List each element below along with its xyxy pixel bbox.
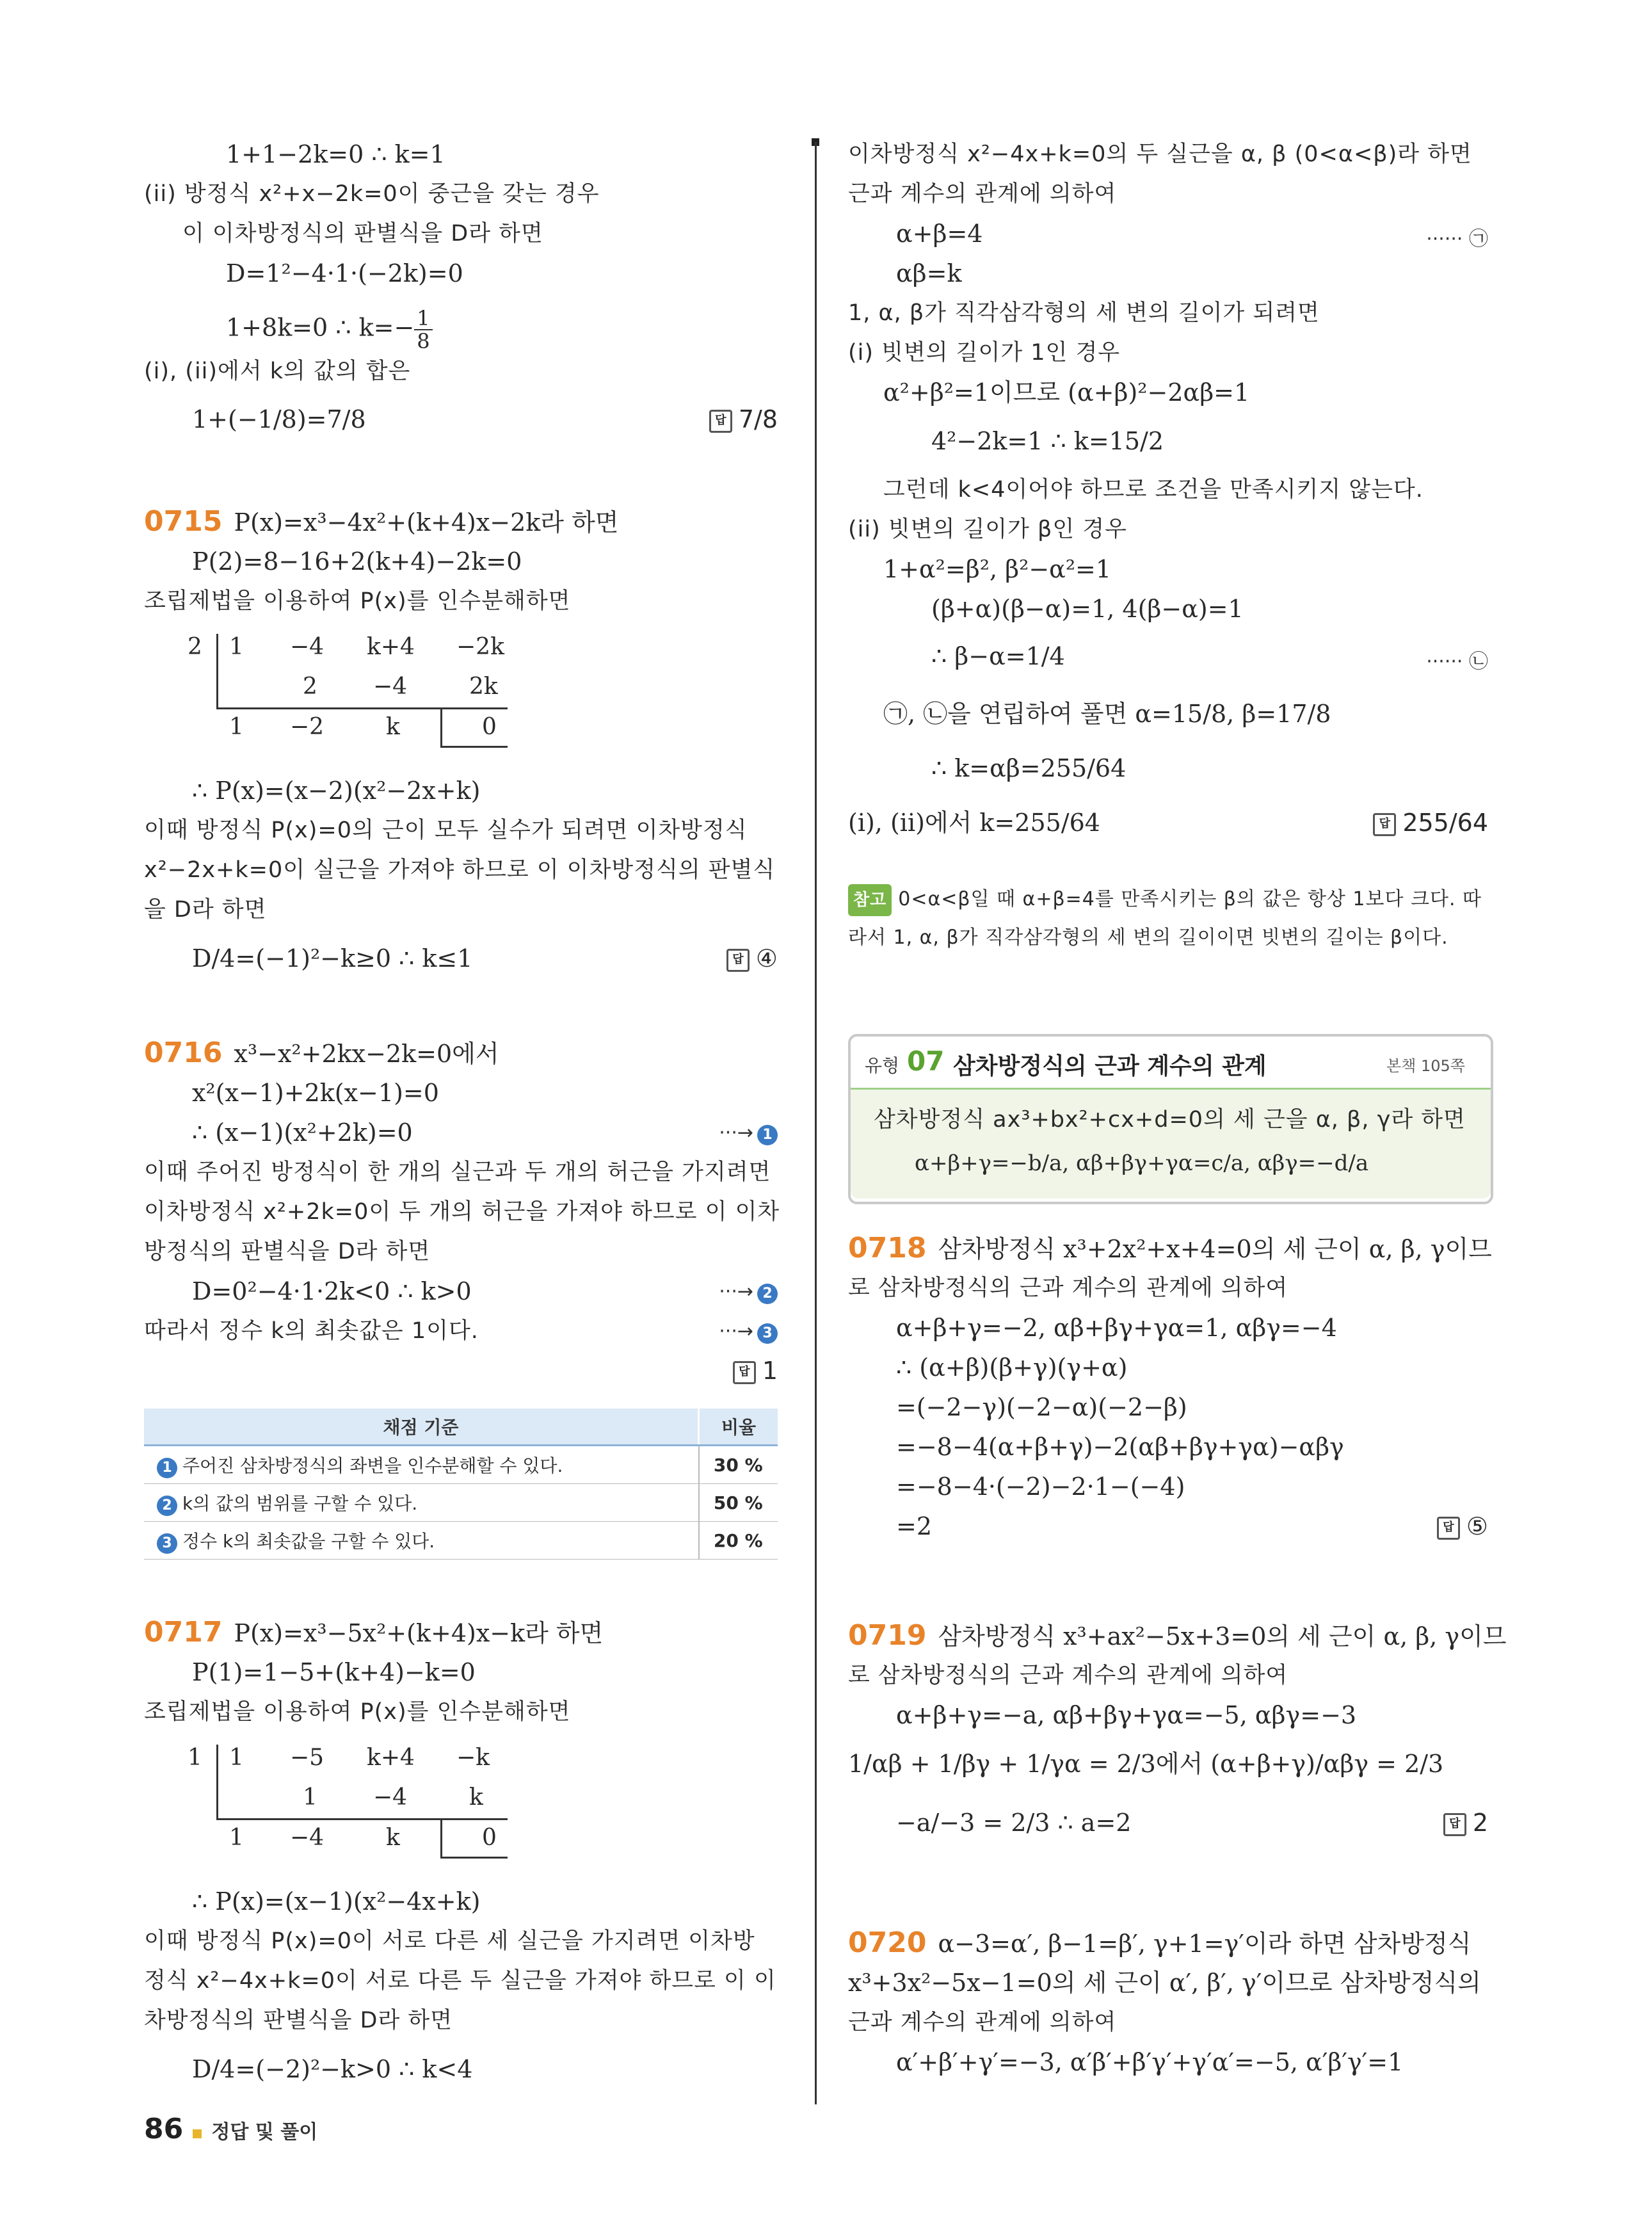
line: x²(x−1)+2k(x−1)=0 bbox=[192, 1079, 439, 1107]
line: =−8−4(α+β+γ)−2(αβ+βγ+γα)−αβγ bbox=[896, 1433, 1344, 1461]
line: 차방정식의 판별식을 D라 하면 bbox=[144, 2008, 453, 2033]
type-box-body bbox=[851, 1090, 1491, 1198]
line: αβ=k bbox=[896, 259, 962, 287]
expr: 1+8k=0 ∴ k=− bbox=[226, 313, 415, 342]
table-row: 1 주어진 삼차방정식의 좌변을 인수분해할 수 있다. 30 % bbox=[144, 1446, 778, 1484]
line: 이때 주어진 방정식이 한 개의 실근과 두 개의 허근을 가지려면 bbox=[144, 1159, 771, 1185]
type-box-header bbox=[851, 1037, 1491, 1090]
line: (ii) 방정식 x²+x−2k=0이 중근을 갖는 경우 bbox=[144, 181, 600, 207]
synthetic-division-0715: 2 1 −4 k+4 −2k 2 −4 2k 1 −2 k 0 bbox=[188, 634, 610, 762]
type-title: 삼차방정식의 근과 계수의 관계 bbox=[953, 1053, 1267, 1079]
step-marker: ···→ 2 bbox=[719, 1280, 778, 1304]
line: (β+α)(β−α)=1, 4(β−α)=1 bbox=[931, 595, 1244, 623]
type-number: 07 bbox=[907, 1045, 945, 1077]
note-line: 참고 0<α<β일 때 α+β=4를 만족시키는 β의 값은 항상 1보다 크다. 따 bbox=[848, 884, 1482, 916]
line: −a/−3 = 2/3 ∴ a=2 bbox=[896, 1809, 1132, 1837]
step-2-icon: 2 bbox=[757, 1284, 778, 1304]
table-row: 2 k의 값의 범위를 구할 수 있다. 50 % bbox=[144, 1484, 778, 1522]
line: 로 삼차방정식의 근과 계수의 관계에 의하여 bbox=[848, 1663, 1288, 1688]
line: =−8−4·(−2)−2·1−(−4) bbox=[896, 1473, 1185, 1501]
line: P(2)=8−16+2(k+4)−2k=0 bbox=[192, 547, 522, 576]
footer bbox=[144, 2113, 317, 2145]
line: 1, α, β가 직각삼각형의 세 변의 길이가 되려면 bbox=[848, 300, 1320, 326]
synthetic-division-0717: 1 1 −5 k+4 −k 1 −4 k 1 −4 k 0 bbox=[188, 1745, 610, 1873]
line: ∴ β−α=1/4 bbox=[931, 642, 1065, 670]
line: =2 bbox=[896, 1512, 933, 1540]
line: (ii) 빗변의 길이가 β인 경우 bbox=[848, 517, 1127, 542]
problem-0719-header: 0719 삼차방정식 x³+ax²−5x+3=0의 세 근이 α, β, γ이므 bbox=[848, 1619, 1507, 1652]
answer: 답 ⑤ bbox=[1437, 1510, 1488, 1542]
line: 이차방정식 x²−4x+k=0의 두 실근을 α, β (0<α<β)라 하면 bbox=[848, 141, 1472, 167]
line: x³+3x²−5x−1=0의 세 근이 α′, β′, γ′이므로 삼차방정식의 bbox=[848, 1969, 1481, 1997]
line: D/4=(−2)²−k>0 ∴ k<4 bbox=[192, 2055, 473, 2083]
line: 방정식의 판별식을 D라 하면 bbox=[144, 1239, 431, 1264]
line: ∴ k=αβ=255/64 bbox=[931, 754, 1127, 782]
line: (i) 빗변의 길이가 1인 경우 bbox=[848, 340, 1121, 366]
note-line: 라서 1, α, β가 직각삼각형의 세 변의 길이이면 빗변의 길이는 β이다. bbox=[848, 926, 1448, 949]
problem-0720-header: 0720 α−3=α′, β−1=β′, γ+1=γ′이라 하면 삼차방정식 bbox=[848, 1926, 1472, 1959]
type-reference: 본책 105쪽 bbox=[1386, 1057, 1465, 1075]
line: 1/αβ + 1/βγ + 1/γα = 2/3에서 (α+β+γ)/αβγ = 2/3 bbox=[848, 1750, 1444, 1778]
line: 정식 x²−4x+k=0이 서로 다른 두 실근을 가져야 하므로 이 이 bbox=[144, 1968, 776, 1994]
fraction: $\frac{1}{8}$ bbox=[414, 307, 432, 352]
line: 로 삼차방정식의 근과 계수의 관계에 의하여 bbox=[848, 1275, 1288, 1301]
grading-table bbox=[144, 1408, 778, 1560]
line: 이 이차방정식의 판별식을 D라 하면 bbox=[182, 221, 543, 246]
type-label: 유형 bbox=[865, 1055, 900, 1076]
line: 이때 방정식 P(x)=0이 서로 다른 세 실근을 가지려면 이차방 bbox=[144, 1928, 755, 1954]
line: α+β=4 bbox=[896, 220, 983, 248]
line: ∴ (α+β)(β+γ)(γ+α) bbox=[896, 1353, 1128, 1382]
step-3-icon: 3 bbox=[757, 1323, 778, 1344]
line: 을 D라 하면 bbox=[144, 897, 267, 923]
line: =(−2−γ)(−2−α)(−2−β) bbox=[896, 1393, 1187, 1421]
problem-0715-header: 0715 P(x)=x³−4x²+(k+4)x−2k라 하면 bbox=[144, 505, 619, 538]
line: 근과 계수의 관계에 의하여 bbox=[848, 2010, 1117, 2035]
line bbox=[226, 307, 433, 352]
problem-0716-header: 0716 x³−x²+2kx−2k=0에서 bbox=[144, 1037, 499, 1069]
line: D/4=(−1)²−k≥0 ∴ k≤1 bbox=[192, 944, 473, 972]
line: 1+1−2k=0 ∴ k=1 bbox=[226, 140, 445, 168]
footer-bullet-icon bbox=[193, 2129, 202, 2138]
answer-icon: 답 bbox=[733, 1361, 756, 1384]
line: ∴ P(x)=(x−1)(x²−4x+k) bbox=[192, 1887, 481, 1916]
line: 그런데 k<4이어야 하므로 조건을 만족시키지 않는다. bbox=[883, 477, 1423, 503]
answer-icon: 답 bbox=[1443, 1813, 1466, 1836]
page-number: 86 bbox=[144, 2113, 184, 2145]
line: 근과 계수의 관계에 의하여 bbox=[848, 181, 1117, 207]
answer: 답 255/64 bbox=[1373, 807, 1488, 839]
line: ∴ P(x)=(x−2)(x²−2x+k) bbox=[192, 777, 481, 805]
line: D=0²−4·1·2k<0 ∴ k>0 bbox=[192, 1277, 472, 1305]
equation-marker: ······ ㉠ bbox=[1426, 228, 1488, 250]
problem-0717-header: 0717 P(x)=x³−5x²+(k+4)x−k라 하면 bbox=[144, 1616, 604, 1649]
line: x²−2x+k=0이 실근을 가져야 하므로 이 이차방정식의 판별식 bbox=[144, 857, 776, 883]
step-marker: ···→ 3 bbox=[719, 1320, 778, 1344]
grading-header: 채점 기준 bbox=[144, 1408, 699, 1446]
grading-header-ratio: 비율 bbox=[699, 1408, 778, 1446]
line: D=1²−4·1·(−2k)=0 bbox=[226, 259, 463, 287]
line: α+β+γ=−a, αβ+βγ+γα=−5, αβγ=−3 bbox=[896, 1701, 1357, 1729]
answer-icon: 답 bbox=[726, 949, 750, 972]
line: 조립제법을 이용하여 P(x)를 인수분해하면 bbox=[144, 1699, 571, 1725]
line: α+β+γ=−2, αβ+βγ+γα=1, αβγ=−4 bbox=[896, 1314, 1337, 1342]
type-box bbox=[848, 1034, 1493, 1204]
line: 이차방정식 x²+2k=0이 두 개의 허근을 가져야 하므로 이 이차 bbox=[144, 1199, 780, 1225]
answer-icon: 답 bbox=[1437, 1517, 1460, 1540]
line: ∴ (x−1)(x²+2k)=0 bbox=[192, 1118, 413, 1147]
answer: 답 7/8 bbox=[709, 403, 778, 435]
answer: 답 2 bbox=[1443, 1807, 1488, 1839]
line: (i), (ii)에서 k의 값의 합은 bbox=[144, 359, 411, 384]
column-divider bbox=[815, 142, 817, 2104]
line: 삼차방정식 ax³+bx²+cx+d=0의 세 근을 α, β, γ라 하면 bbox=[874, 1107, 1466, 1133]
line: 1+(−1/8)=7/8 bbox=[192, 405, 366, 433]
answer: 답 1 bbox=[733, 1355, 778, 1387]
answer-icon: 답 bbox=[709, 410, 732, 433]
problem-0718-header: 0718 삼차방정식 x³+2x²+x+4=0의 세 근이 α, β, γ이므 bbox=[848, 1232, 1492, 1264]
line: 4²−2k=1 ∴ k=15/2 bbox=[931, 427, 1164, 455]
step-1-icon: 1 bbox=[757, 1125, 778, 1145]
line: 따라서 정수 k의 최솟값은 1이다. bbox=[144, 1318, 479, 1344]
equation-marker: ······ ㉡ bbox=[1426, 650, 1488, 673]
line: 1+α²=β², β²−α²=1 bbox=[883, 555, 1112, 583]
line: α′+β′+γ′=−3, α′β′+β′γ′+γ′α′=−5, α′β′γ′=1 bbox=[896, 2048, 1404, 2076]
line: α²+β²=1이므로 (α+β)²−2αβ=1 bbox=[883, 378, 1250, 407]
line: α+β+γ=−b/a, αβ+βγ+γα=c/a, αβγ=−d/a bbox=[915, 1150, 1369, 1176]
table-row: 3 정수 k의 최솟값을 구할 수 있다. 20 % bbox=[144, 1522, 778, 1560]
line: (i), (ii)에서 k=255/64 bbox=[848, 809, 1100, 837]
note-tag: 참고 bbox=[848, 884, 892, 916]
line: ㉠, ㉡을 연립하여 풀면 α=15/8, β=17/8 bbox=[883, 700, 1331, 728]
footer-label: 정답 및 풀이 bbox=[211, 2121, 318, 2143]
answer-icon: 답 bbox=[1373, 813, 1396, 836]
line: 이때 방정식 P(x)=0의 근이 모두 실수가 되려면 이차방정식 bbox=[144, 818, 748, 843]
line: P(1)=1−5+(k+4)−k=0 bbox=[192, 1658, 476, 1686]
answer: 답 ④ bbox=[726, 942, 778, 974]
line: 조립제법을 이용하여 P(x)를 인수분해하면 bbox=[144, 588, 571, 614]
step-marker: ···→ 1 bbox=[719, 1122, 778, 1145]
